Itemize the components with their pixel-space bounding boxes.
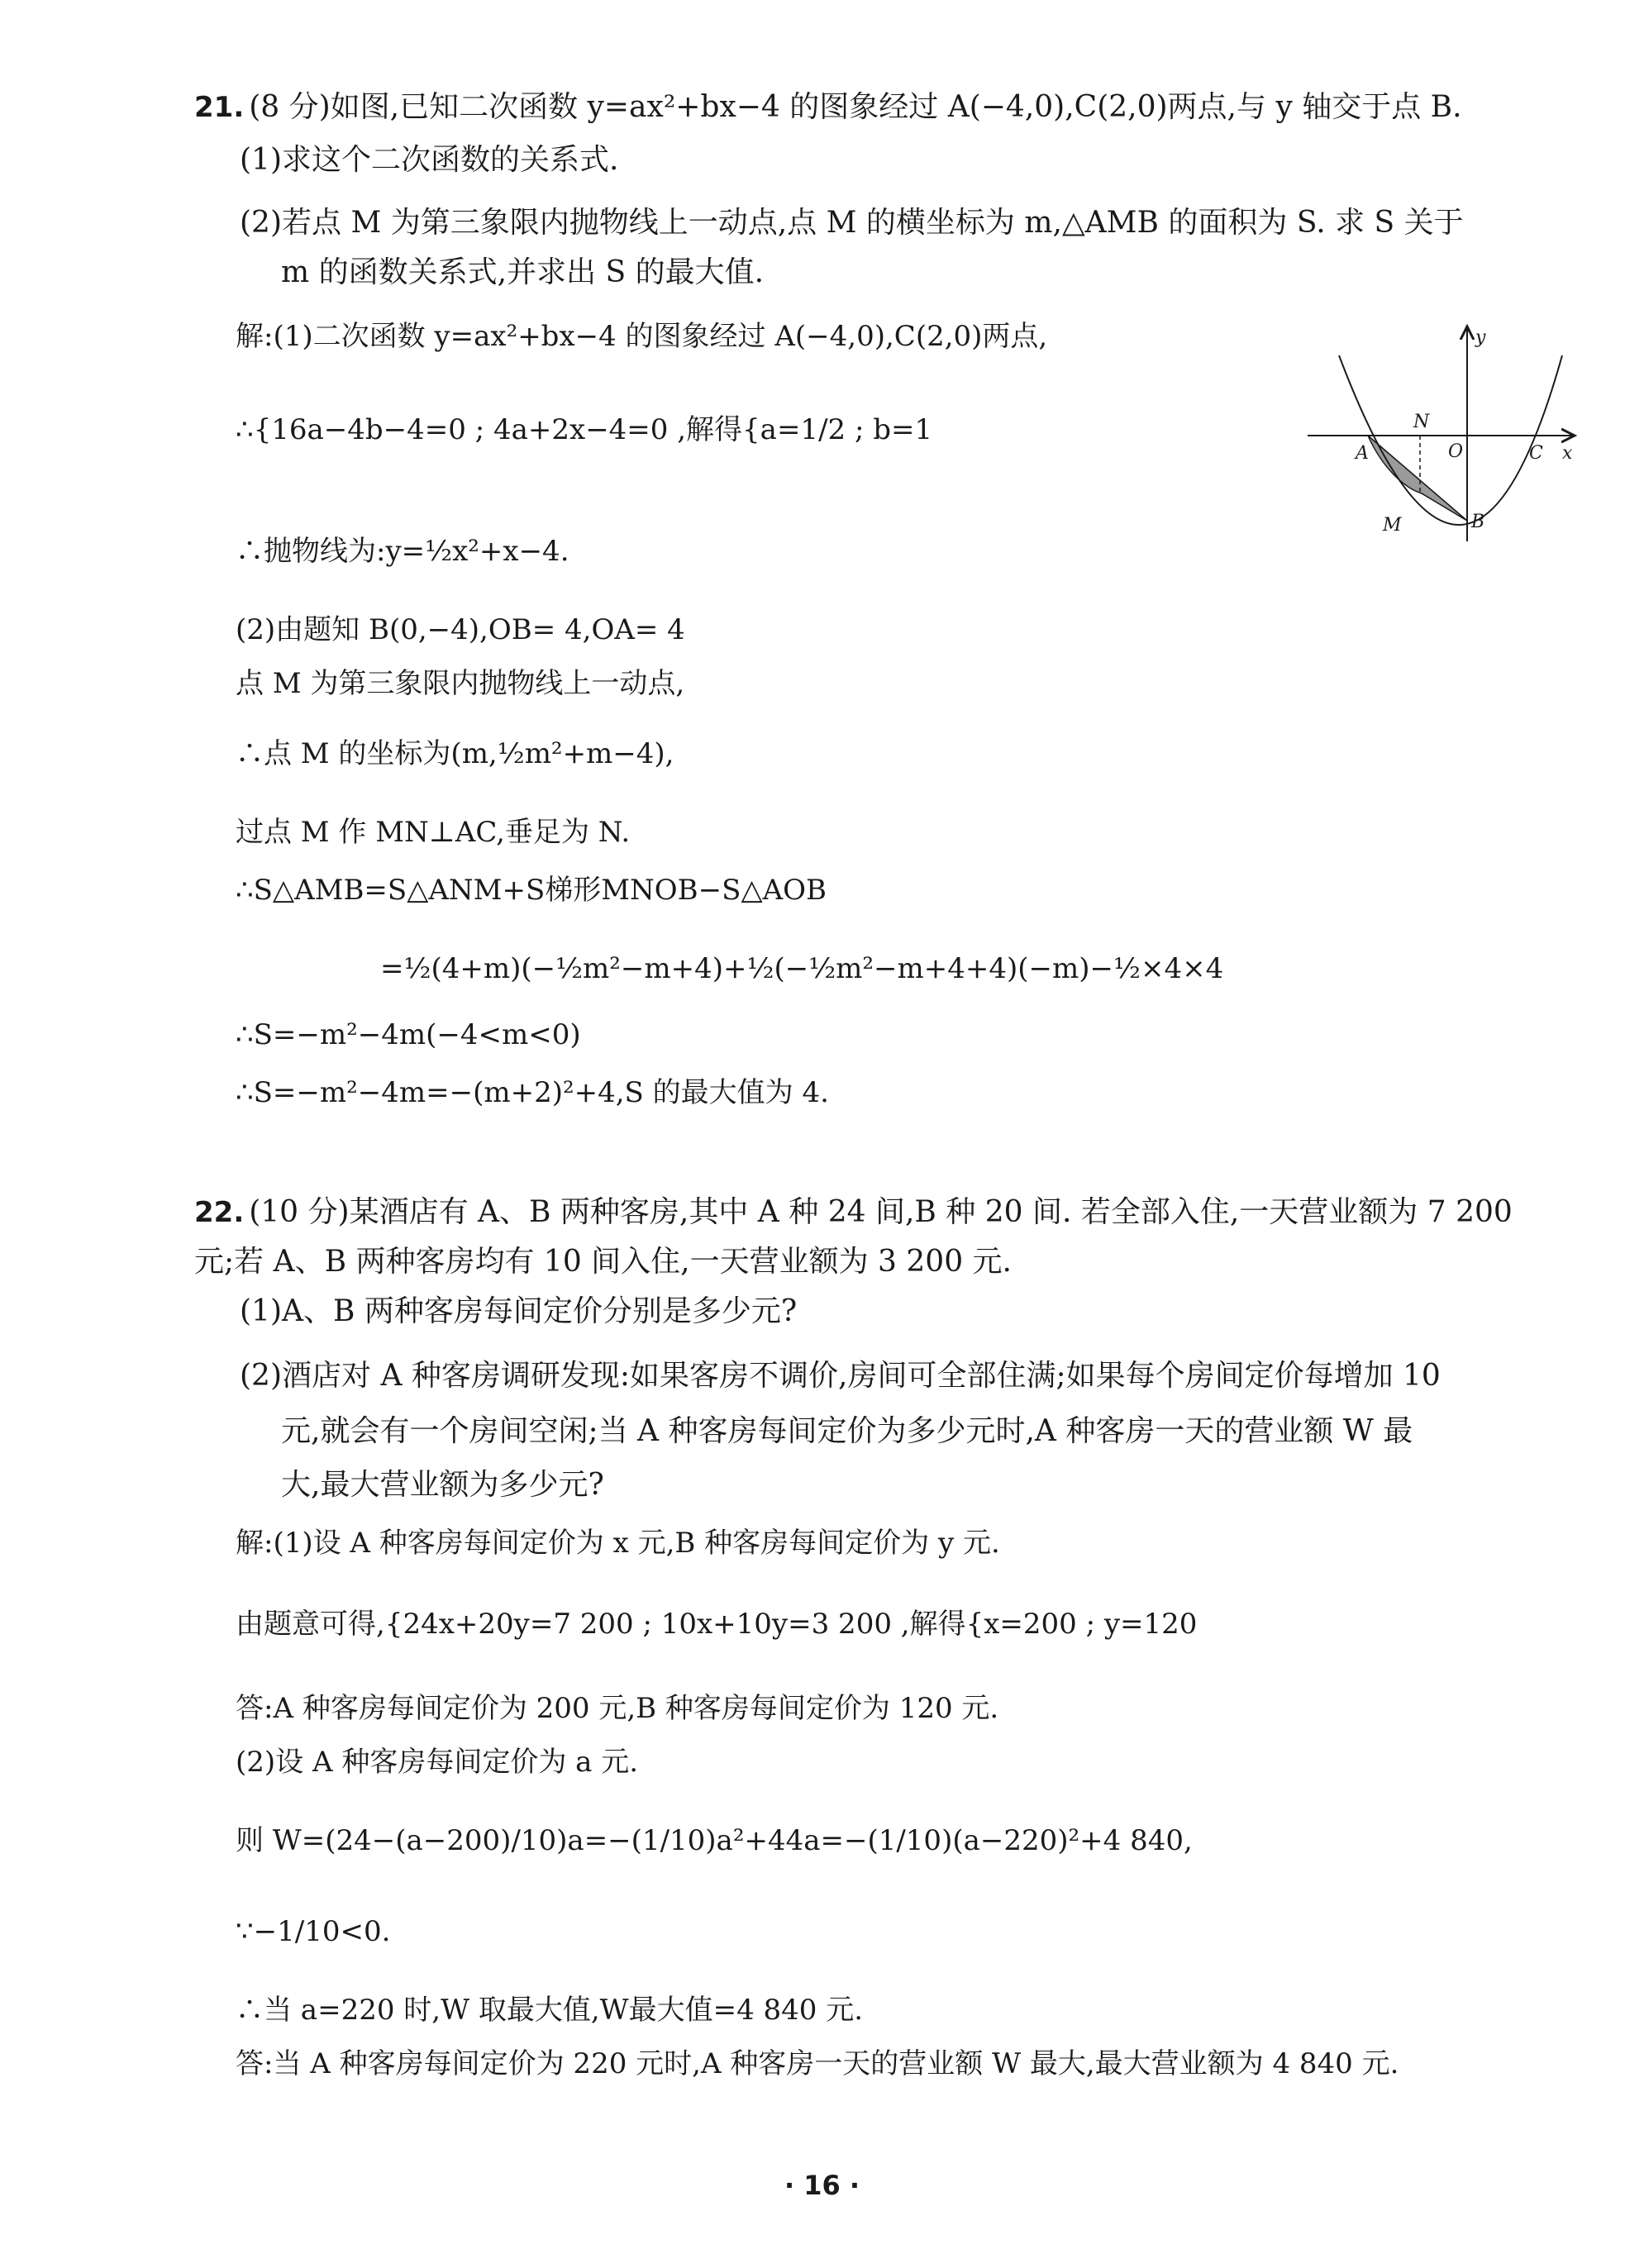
q21-solution-s-function: ∴S=−m²−4m(−4<m<0): [236, 1018, 581, 1051]
q22-solution-line1: 解:(1)设 A 种客房每间定价为 x 元,B 种客房每间定价为 y 元.: [236, 1527, 1000, 1560]
q22-solution-w-expression: 则 W=(24−(a−200)/10)a=−(1/10)a²+44a=−(1/10)(a−220)²+4 840,: [236, 1824, 1193, 1857]
label-n: N: [1413, 412, 1430, 432]
q22-solution-max: ∴当 a=220 时,W 取最大值,W最大值=4 840 元.: [236, 1994, 864, 2027]
q21-part2-line1: (2)若点 M 为第三象限内抛物线上一动点,点 M 的横坐标为 m,△AMB 的面积为 S. 求 S 关于: [240, 206, 1464, 240]
page-number: · 16 ·: [784, 2170, 860, 2201]
q21-solution-parabola: ∴抛物线为:y=½x²+x−4.: [236, 535, 569, 568]
q21-stem: [194, 89, 1462, 126]
q21-solution-area-expression: =½(4+m)(−½m²−m+4)+½(−½m²−m+4+4)(−m)−½×4×4: [380, 952, 1224, 985]
label-x: x: [1562, 443, 1573, 464]
label-a: A: [1356, 443, 1369, 464]
q21-part1: (1)求这个二次函数的关系式.: [240, 143, 619, 177]
q22-solution-part2-setup: (2)设 A 种客房每间定价为 a 元.: [236, 1746, 639, 1779]
q22-stem-text: (10 分)某酒店有 A、B 两种客房,其中 A 种 24 间,B 种 20 间. 若全部入住,一天营业额为 7 200: [249, 1195, 1513, 1229]
q21-solution-coord-m: ∴点 M 的坐标为(m,½m²+m−4),: [236, 737, 674, 770]
parabola-figure: [1306, 322, 1579, 546]
q21-solution-line1: 解:(1)二次函数 y=ax²+bx−4 的图象经过 A(−4,0),C(2,0)两点,: [236, 320, 1048, 353]
q22-part1: (1)A、B 两种客房每间定价分别是多少元?: [240, 1294, 798, 1328]
q21-solution-area-split: ∴S△AMB=S△ANM+S梯形MNOB−S△AOB: [236, 874, 827, 907]
q22-solution-coefficient: ∵−1/10<0.: [236, 1915, 391, 1948]
q21-part2-line2: m 的函数关系式,并求出 S 的最大值.: [281, 255, 765, 289]
label-b: B: [1471, 512, 1485, 532]
q22-solution-answer1: 答:A 种客房每间定价为 200 元,B 种客房每间定价为 120 元.: [236, 1692, 999, 1725]
label-m: M: [1383, 515, 1402, 536]
q22-stem: [194, 1194, 1513, 1231]
q22-part2-line1: (2)酒店对 A 种客房调研发现:如果客房不调价,房间可全部住满;如果每个房间定价每增加 10: [240, 1359, 1441, 1393]
q22-solution-system: 由题意可得,{24x+20y=7 200 ; 10x+10y=3 200 ,解得{x=200 ; y=120: [236, 1608, 1198, 1641]
q22-number: 22.: [194, 1196, 245, 1229]
q21-solution-mn: 过点 M 作 MN⊥AC,垂足为 N.: [236, 816, 631, 849]
q21-stem-text: (8 分)如图,已知二次函数 y=ax²+bx−4 的图象经过 A(−4,0),C(2,0)两点,与 y 轴交于点 B.: [249, 90, 1462, 124]
label-y: y: [1475, 327, 1486, 348]
q21-number: 21.: [194, 91, 245, 124]
q22-part2-line3: 大,最大营业额为多少元?: [281, 1468, 604, 1502]
q22-solution-answer2: 答:当 A 种客房每间定价为 220 元时,A 种客房一天的营业额 W 最大,最大营业额为 4 840 元.: [236, 2047, 1399, 2080]
q22-part2-line2: 元,就会有一个房间空闲;当 A 种客房每间定价为多少元时,A 种客房一天的营业额 W 最: [281, 1414, 1413, 1448]
q22-stem-line2: 元;若 A、B 两种客房均有 10 间入住,一天营业额为 3 200 元.: [194, 1245, 1012, 1279]
label-o: O: [1448, 441, 1464, 462]
q21-solution-system: ∴{16a−4b−4=0 ; 4a+2x−4=0 ,解得{a=1/2 ; b=1: [236, 413, 933, 446]
q21-solution-part2-given: (2)由题知 B(0,−4),OB= 4,OA= 4: [236, 613, 685, 646]
q21-solution-point-m: 点 M 为第三象限内抛物线上一动点,: [236, 667, 685, 700]
q21-solution-s-max: ∴S=−m²−4m=−(m+2)²+4,S 的最大值为 4.: [236, 1076, 829, 1109]
label-c: C: [1529, 443, 1543, 464]
